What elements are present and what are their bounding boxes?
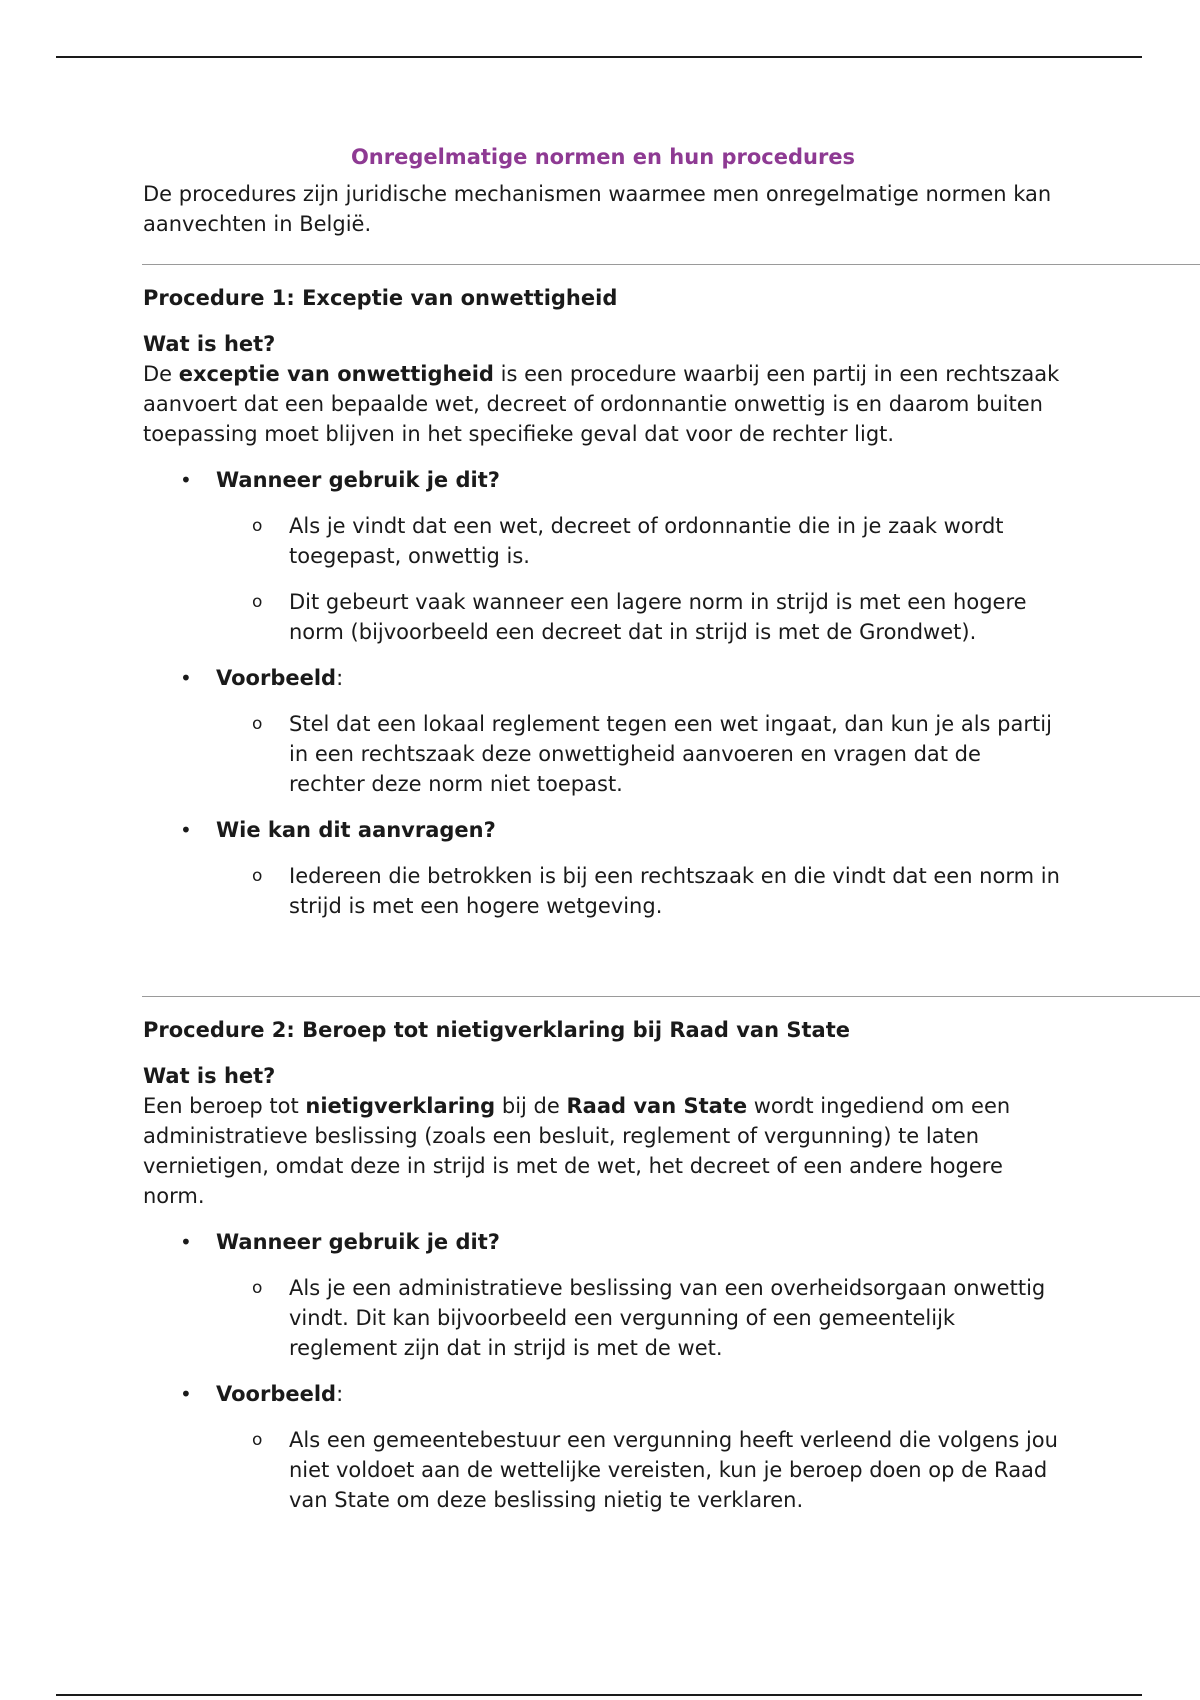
procedure-1-section <box>143 283 1063 921</box>
procedure-1-what-heading: Wat is het? <box>143 332 276 356</box>
sub-bullet-icon: o <box>252 516 263 536</box>
procedure-2-heading: Procedure 2: Beroep tot nietigverklaring bij Raad van State <box>143 1018 850 1042</box>
procedure-1-description: De exceptie van onwettigheid is een procedure waarbij een partij in een rechtszaak aanvoert dat een bepaalde wet, decreet of ordonnantie onwettig is en daarom buiten toepassing moet blijven in het specifieke geval dat voor de rechter ligt. <box>143 362 1060 446</box>
bullet-icon: • <box>180 666 192 690</box>
list-item: o Dit gebeurt vaak wanneer een lagere norm in strijd is met een hogere norm (bijvoorbeeld een decreet dat in strijd is met de Grondwet). <box>143 587 1063 647</box>
document-title: Onregelmatige normen en hun procedures <box>350 145 856 169</box>
list-item: • Voorbeeld: <box>143 663 1063 693</box>
term-raad-van-state: Raad van State <box>566 1094 748 1118</box>
intro-paragraph: De procedures zijn juridische mechanismen waarmee men onregelmatige normen kan aanvechten in België. <box>143 182 1052 236</box>
procedure-1-bullets <box>143 465 1063 495</box>
term-nietigverklaring: nietigverklaring <box>305 1094 496 1118</box>
bullet-icon: • <box>180 468 192 492</box>
procedure-1-who-list <box>143 861 1063 921</box>
procedure-2-when-list <box>143 1273 1063 1363</box>
list-item: o Stel dat een lokaal reglement tegen een wet ingaat, dan kun je als partij in een rechtszaak deze onwettigheid aanvoeren en vragen dat de rechter deze norm niet toepast. <box>143 709 1063 799</box>
when-label: Wanneer gebruik je dit? <box>216 468 500 492</box>
list-item <box>143 465 1063 495</box>
procedure-2-description: Een beroep tot nietigverklaring bij de Raad van State wordt ingediend om een administratieve beslissing (zoals een besluit, reglement of vergunning) te laten vernietigen, omdat deze in strijd is met de wet, het decreet of een andere hogere norm. <box>143 1094 1011 1208</box>
document-header <box>143 139 1063 239</box>
procedure-1-when-list <box>143 511 1063 647</box>
term-exceptie: exceptie van onwettigheid <box>178 362 494 386</box>
list-item <box>143 815 1063 845</box>
procedure-2-what-heading: Wat is het? <box>143 1064 276 1088</box>
section-divider-2 <box>142 996 1200 997</box>
who-label: Wie kan dit aanvragen? <box>216 818 496 842</box>
sub-bullet-icon: o <box>252 592 263 612</box>
sub-bullet-icon: o <box>252 1278 263 1298</box>
example-label: Voorbeeld <box>216 666 337 690</box>
bullet-icon: • <box>180 1382 192 1406</box>
example-label: Voorbeeld <box>216 1382 337 1406</box>
sub-bullet-icon: o <box>252 866 263 886</box>
procedure-2-example-list <box>143 1425 1063 1515</box>
page-top-rule <box>56 56 1142 58</box>
list-item <box>143 1227 1063 1257</box>
when-label: Wanneer gebruik je dit? <box>216 1230 500 1254</box>
list-item: o Iedereen die betrokken is bij een rechtszaak en die vindt dat een norm in strijd is met een hogere wetgeving. <box>143 861 1063 921</box>
bullet-icon: • <box>180 818 192 842</box>
list-item: o Als een gemeentebestuur een vergunning heeft verleend die volgens jou niet voldoet aan de wettelijke vereisten, kun je beroep doen op de Raad van State om deze beslissing nietig te verklaren. <box>143 1425 1063 1515</box>
page-bottom-rule <box>56 1694 1142 1696</box>
list-item: o Als je een administratieve beslissing van een overheidsorgaan onwettig vindt. Dit kan bijvoorbeeld een vergunning of een gemeentelijk reglement zijn dat in strijd is met de wet. <box>143 1273 1063 1363</box>
sub-bullet-icon: o <box>252 714 263 734</box>
list-item: • Voorbeeld: <box>143 1379 1063 1409</box>
sub-bullet-icon: o <box>252 1430 263 1450</box>
procedure-1-heading: Procedure 1: Exceptie van onwettigheid <box>143 286 618 310</box>
list-item: o Als je vindt dat een wet, decreet of ordonnantie die in je zaak wordt toegepast, onwettig is. <box>143 511 1063 571</box>
section-divider-1 <box>142 264 1200 265</box>
bullet-icon: • <box>180 1230 192 1254</box>
procedure-2-section <box>143 1015 1063 1515</box>
procedure-1-example-list <box>143 709 1063 799</box>
